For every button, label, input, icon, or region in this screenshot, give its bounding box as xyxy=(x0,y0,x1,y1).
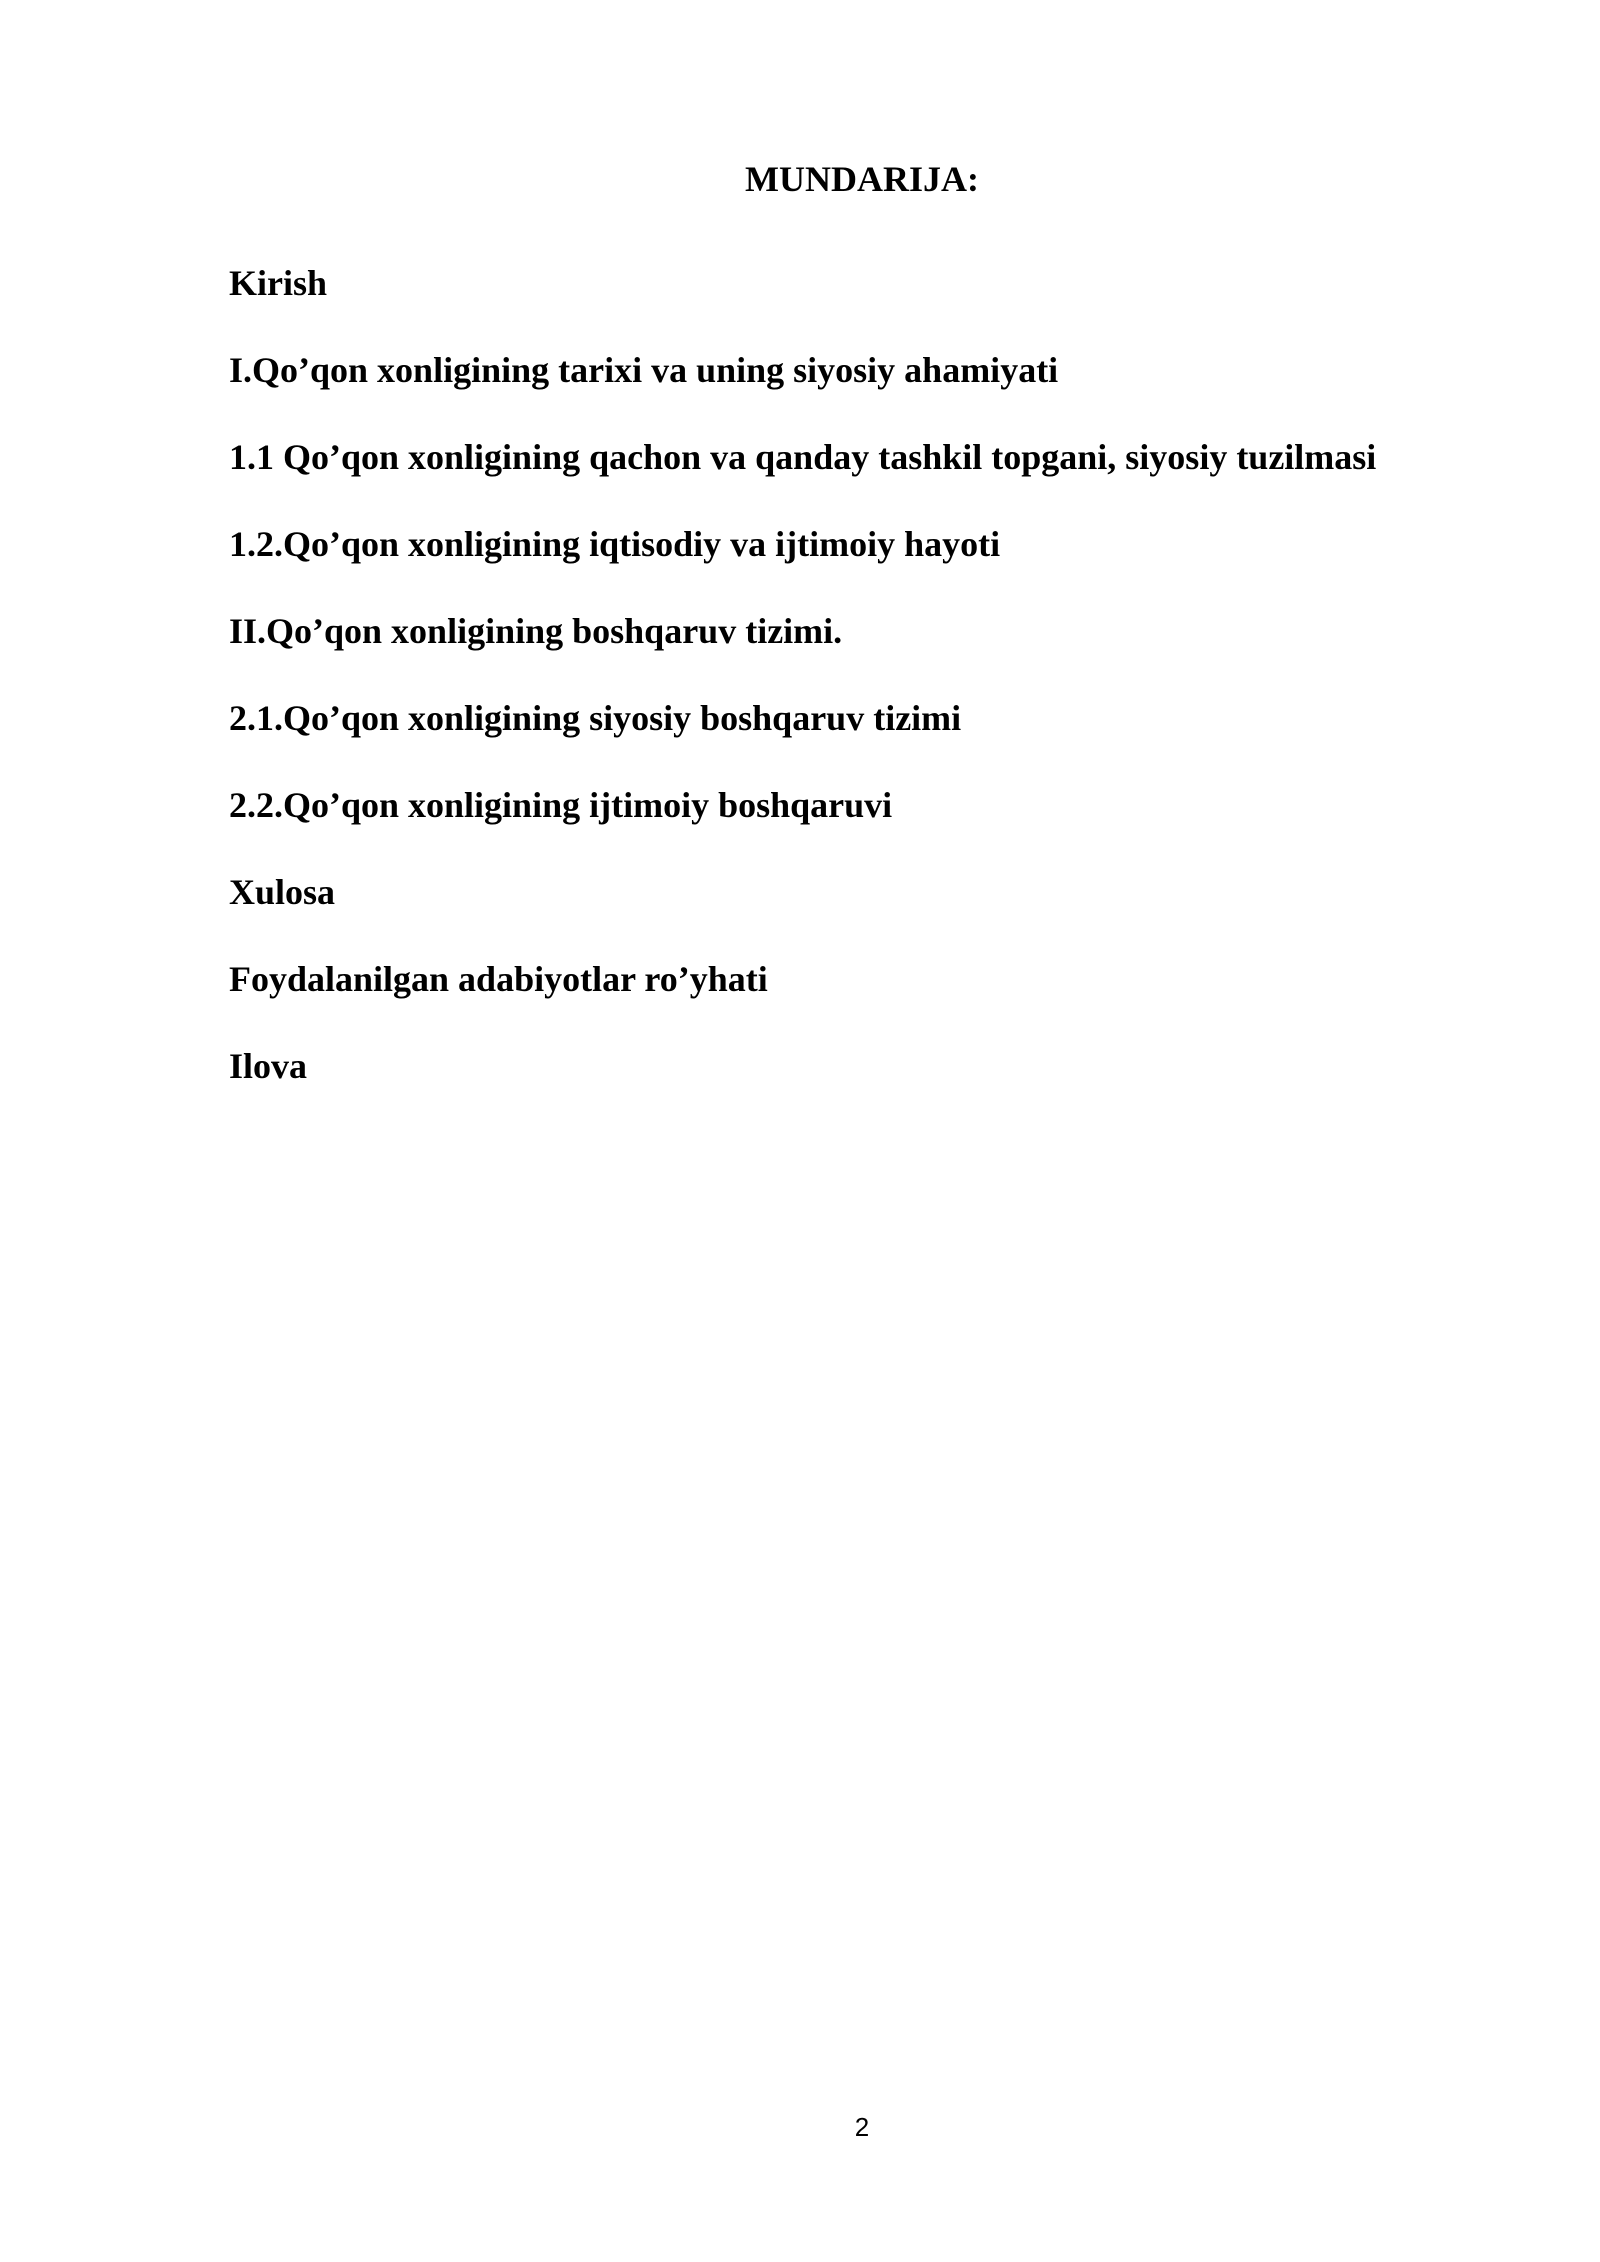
toc-item-chapter-2: II.Qo’qon xonligining boshqaruv tizimi. xyxy=(229,611,843,651)
table-of-contents xyxy=(229,240,1376,1110)
toc-item-section-2-1: 2.1.Qo’qon xonligining siyosiy boshqaruv tizimi xyxy=(229,698,962,738)
toc-item-introduction: Kirish xyxy=(229,263,328,303)
toc-item-section-1-2: 1.2.Qo’qon xonligining iqtisodiy va ijtimoiy hayoti xyxy=(229,524,1001,564)
toc-item-section-1-1: 1.1 Qo’qon xonligining qachon va qanday tashkil topgani, siyosiy tuzilmasi xyxy=(229,437,1377,477)
toc-item-appendix: Ilova xyxy=(229,1046,308,1086)
page-number: 2 xyxy=(854,2112,870,2142)
toc-title: MUNDARIJA: xyxy=(745,159,979,199)
toc-item-chapter-1: I.Qo’qon xonligining tarixi va uning siyosiy ahamiyati xyxy=(229,350,1059,390)
toc-item-references: Foydalanilgan adabiyotlar ro’yhati xyxy=(229,959,768,999)
toc-item-section-2-2: 2.2.Qo’qon xonligining ijtimoiy boshqaruvi xyxy=(229,785,893,825)
toc-item-conclusion: Xulosa xyxy=(229,872,336,912)
